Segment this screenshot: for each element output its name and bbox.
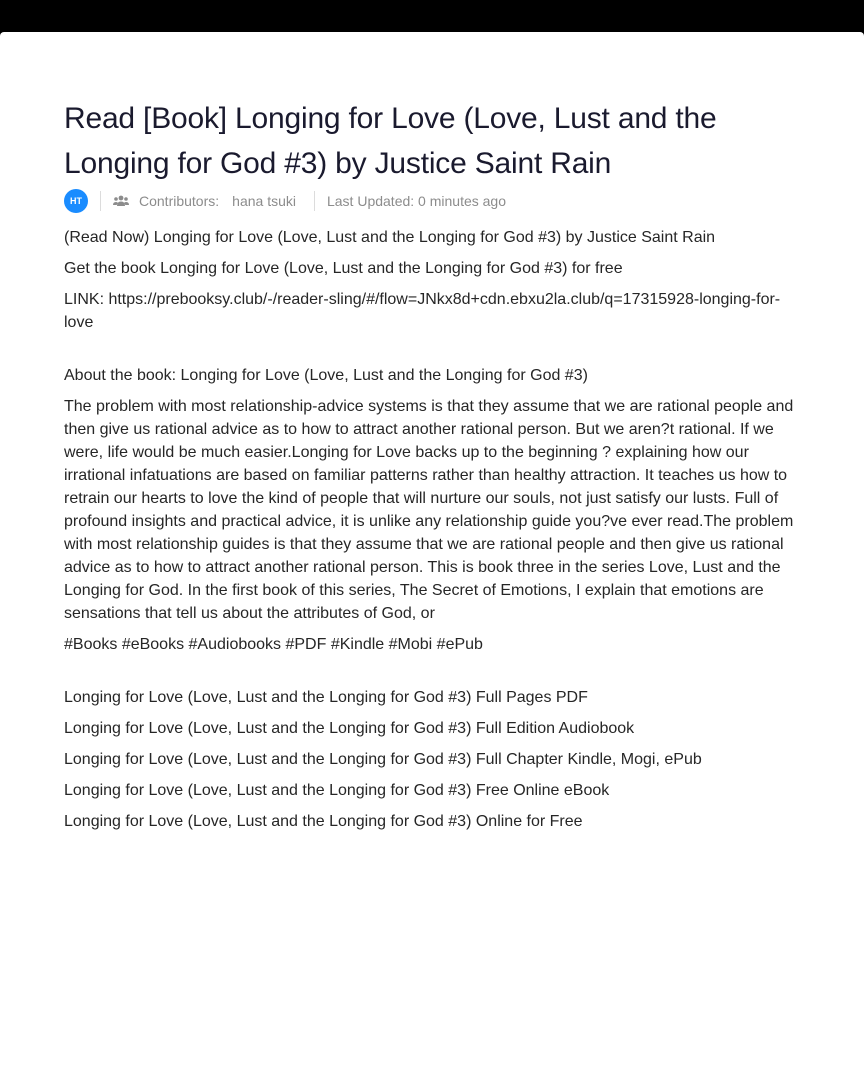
document-content — [64, 96, 800, 841]
last-updated: Last Updated: 0 minutes ago — [326, 193, 506, 209]
book-description: The problem with most relationship-advice systems is that they assume that we are rational people and then give us rational advice as to how to attract another rational person. But we aren?t rational. If we were, life would be much easier.Longing for Love backs up to the beginning ? explaining how our irrational infatuations are based on familiar patterns rather than healthy attraction. It teaches us how to retrain our hearts to love the kind of people that will nurture our souls, not just satisfy our lusts. Full of profound insights and practical advice, it is unlike any relationship guide you?ve ever read.The problem with most relationship guides is that they assume that we are rational people and then give us rational advice as to how to attract another rational person. This is book three in the series Love, Lust and the Longing for God. In the first book of this series, The Secret of Emotions, I explain that emotions are sensations that tell us about the attributes of God, or — [64, 398, 794, 622]
avatar[interactable]: HT — [64, 189, 88, 213]
document-meta — [64, 188, 800, 214]
download-link[interactable]: LINK: https://prebooksy.club/-/reader-sling/#/flow=JNkx8d+cdn.ebxu2la.club/q=17315928-longing-for-love — [64, 291, 781, 331]
hashtags: #Books #eBooks #Audiobooks #PDF #Kindle #Mobi #ePub — [64, 636, 483, 653]
format-item: Longing for Love (Love, Lust and the Longing for God #3) Full Edition Audiobook — [64, 720, 635, 737]
format-item: Longing for Love (Love, Lust and the Longing for God #3) Full Pages PDF — [64, 689, 588, 706]
format-item: Longing for Love (Love, Lust and the Longing for God #3) Online for Free — [64, 813, 583, 830]
top-bar — [0, 0, 864, 32]
spacer — [64, 342, 800, 364]
format-item: Longing for Love (Love, Lust and the Longing for God #3) Full Chapter Kindle, Mogi, ePub — [64, 751, 702, 768]
spacer — [64, 664, 800, 686]
format-item: Longing for Love (Love, Lust and the Longing for God #3) Free Online eBook — [64, 782, 610, 799]
users-icon — [113, 195, 129, 207]
contributor-name[interactable]: hana tsuki — [232, 193, 296, 209]
about-heading: About the book: Longing for Love (Love, Lust and the Longing for God #3) — [64, 367, 588, 384]
intro-line: Get the book Longing for Love (Love, Lust and the Longing for God #3) for free — [64, 260, 623, 277]
document-sheet — [0, 32, 864, 1080]
contributors-label: Contributors: — [139, 193, 220, 209]
page-title: Read [Book] Longing for Love (Love, Lust and the Longing for God #3) by Justice Saint Rain — [64, 102, 717, 180]
intro-line: (Read Now) Longing for Love (Love, Lust and the Longing for God #3) by Justice Saint Rain — [64, 229, 716, 246]
divider — [100, 191, 101, 211]
divider — [314, 191, 315, 211]
document-body — [64, 226, 800, 833]
